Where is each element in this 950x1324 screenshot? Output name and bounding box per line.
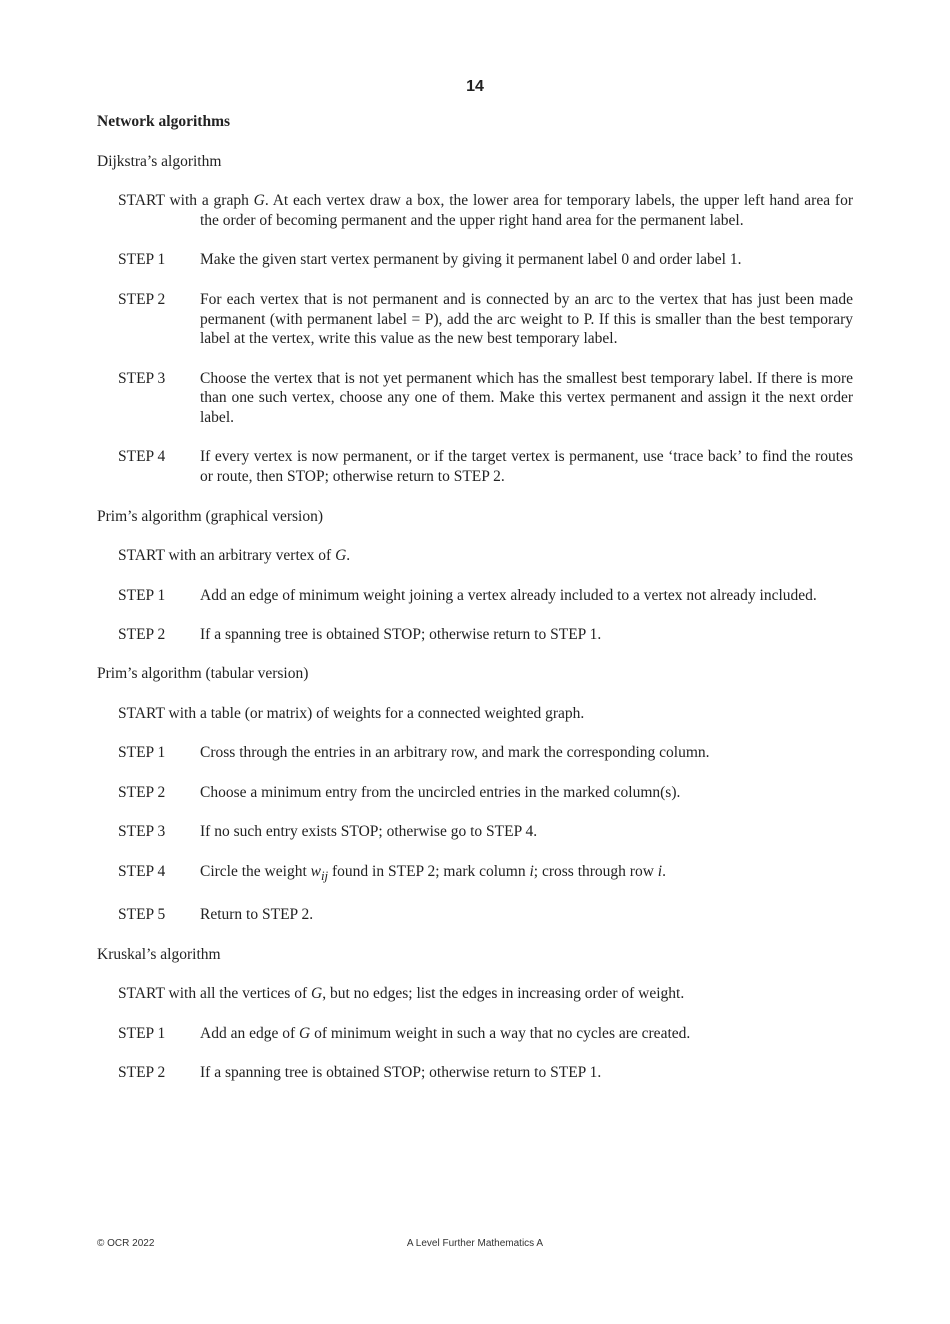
text-part: . — [662, 862, 666, 880]
prim-tabular-title: Prim’s algorithm (tabular version) — [97, 665, 309, 683]
prim-tabular-start: START with a table (or matrix) of weights for a connected weighted graph. — [118, 705, 585, 723]
step-text: Add an edge of minimum weight joining a vertex already included to a vertex not already included. — [200, 586, 817, 604]
prim-graphical-start-var: G — [335, 547, 347, 565]
dijkstra-start-var: G — [253, 192, 265, 210]
prim-graphical-start-post: . — [346, 547, 351, 565]
prim-graphical-step-1 — [118, 586, 853, 606]
step-text: If every vertex is now permanent, or if the target vertex is permanent, use ‘trace back’ to find the routes or route, then STOP; otherwise return to STEP 2. — [200, 448, 853, 486]
kruskal-step-1 — [118, 1024, 853, 1044]
prim-tabular-step-2 — [118, 783, 853, 803]
text-part: of minimum weight in such a way that no cycles are created. — [310, 1024, 691, 1042]
step-text: Return to STEP 2. — [200, 906, 314, 924]
step-text: For each vertex that is not permanent and is connected by an arc to the vertex that has just been made permanent (with permanent label = P), add the arc weight to P. If this is smaller than the best temporary label at the vertex, write this value as the new best temporary label. — [200, 290, 853, 348]
prim-tabular-step-3 — [118, 822, 853, 842]
step-label: STEP 1 — [118, 586, 166, 604]
dijkstra-start-post: . At each vertex draw a box, the lower area for temporary labels, the upper left hand area for the order of becoming permanent and the upper right hand area for the permanent label. — [200, 192, 853, 230]
document-body — [97, 112, 853, 1083]
dijkstra-step-2 — [118, 290, 853, 349]
prim-tabular-step-5 — [118, 905, 853, 925]
dijkstra-start — [118, 191, 853, 230]
step-label: STEP 1 — [118, 251, 166, 269]
row-var: i — [657, 862, 663, 880]
graph-var: G — [299, 1024, 311, 1042]
step-text: Make the given start vertex permanent by giving it permanent label 0 and order label 1. — [200, 251, 742, 269]
kruskal-title: Kruskal’s algorithm — [97, 945, 221, 963]
prim-tabular-step-1 — [118, 743, 853, 763]
prim-graphical-title: Prim’s algorithm (graphical version) — [97, 507, 323, 525]
step-label: STEP 3 — [118, 369, 166, 387]
step-text — [200, 1024, 853, 1044]
step-label: STEP 5 — [118, 906, 166, 924]
step-text: Choose a minimum entry from the uncircled entries in the marked column(s). — [200, 783, 681, 801]
kruskal-start-var: G — [310, 985, 323, 1003]
step-label: STEP 4 — [118, 862, 166, 880]
step-label: STEP 3 — [118, 823, 166, 841]
page-number: 14 — [466, 78, 484, 95]
dijkstra-step-4 — [118, 447, 853, 486]
step-text: Cross through the entries in an arbitrary row, and mark the corresponding column. — [200, 744, 710, 762]
step-label: STEP 4 — [118, 448, 166, 466]
step-label: STEP 2 — [118, 290, 166, 308]
dijkstra-step-1 — [118, 250, 853, 270]
text-part: Circle the weight — [200, 862, 311, 880]
text-part: ; cross through row — [533, 862, 658, 880]
kruskal-step-2 — [118, 1063, 853, 1083]
dijkstra-title: Dijkstra’s algorithm — [97, 152, 222, 170]
dijkstra-start-pre: START with a graph — [118, 192, 254, 210]
step-text: Choose the vertex that is not yet permanent which has the smallest best temporary label. If there is more than one such vertex, choose any one of them. Make this vertex permanent and assign it the next order label. — [200, 369, 853, 427]
weight-var: w — [310, 862, 321, 880]
step-label: STEP 1 — [118, 1024, 166, 1042]
footer-course: A Level Further Mathematics A — [406, 1238, 544, 1249]
section-title: Network algorithms — [97, 113, 231, 130]
step-label: STEP 2 — [118, 783, 166, 801]
dijkstra-step-3 — [118, 369, 853, 428]
step-label: STEP 1 — [118, 744, 166, 762]
step-label: STEP 2 — [118, 626, 166, 644]
step-label: STEP 2 — [118, 1064, 166, 1081]
prim-graphical-start — [118, 546, 853, 566]
prim-graphical-step-2 — [118, 625, 853, 645]
weight-subscript: ij — [320, 867, 329, 883]
prim-tabular-step-4 — [118, 862, 853, 886]
kruskal-start-post: , but no edges; list the edges in increasing order of weight. — [322, 985, 685, 1003]
footer-copyright: © OCR 2022 — [97, 1238, 155, 1249]
kruskal-start — [118, 984, 853, 1004]
step-text: If no such entry exists STOP; otherwise go to STEP 4. — [200, 823, 538, 841]
step-text: If a spanning tree is obtained STOP; otherwise return to STEP 1. — [200, 1064, 602, 1081]
column-var: i — [529, 862, 534, 880]
text-part: found in STEP 2; mark column — [328, 862, 530, 880]
text-part: Add an edge of — [200, 1024, 299, 1042]
prim-graphical-start-pre: START with an arbitrary vertex of — [118, 547, 336, 565]
kruskal-start-pre: START with all the vertices of — [118, 985, 311, 1003]
step-text — [200, 862, 853, 886]
step-text: If a spanning tree is obtained STOP; otherwise return to STEP 1. — [200, 626, 602, 644]
